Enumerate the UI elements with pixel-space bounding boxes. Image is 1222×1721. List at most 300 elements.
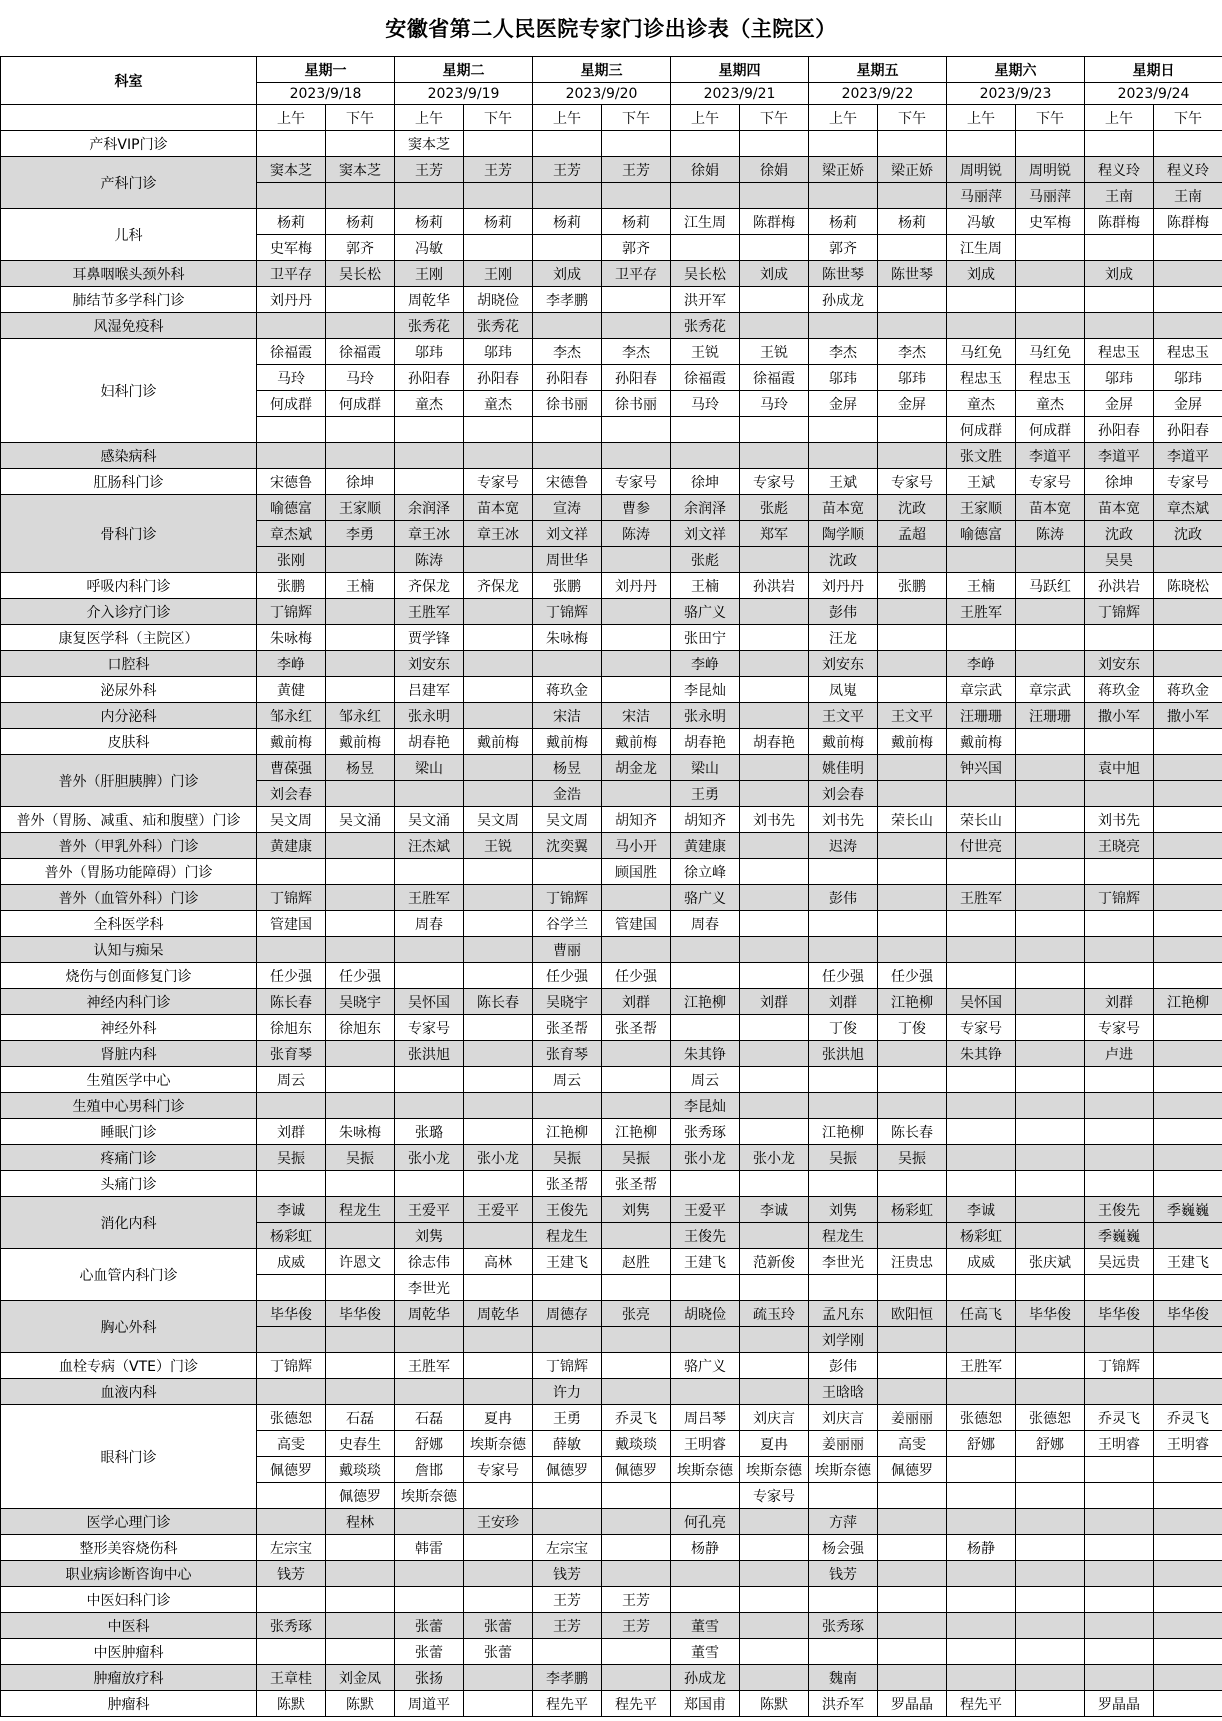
doctor-slot: 陈群梅 xyxy=(740,209,809,235)
doctor-slot xyxy=(464,1665,533,1691)
doctor-slot: 郭齐 xyxy=(809,235,878,261)
doctor-slot xyxy=(464,937,533,963)
doctor-slot: 汪贵忠 xyxy=(878,1249,947,1275)
doctor-slot xyxy=(1016,911,1085,937)
doctor-slot: 王晓亮 xyxy=(1085,833,1154,859)
doctor-slot xyxy=(326,443,395,469)
doctor-slot xyxy=(1154,859,1222,885)
doctor-slot xyxy=(602,625,671,651)
doctor-slot: 王芳 xyxy=(533,1587,602,1613)
doctor-slot xyxy=(1154,1483,1222,1509)
doctor-slot: 李峥 xyxy=(671,651,740,677)
doctor-slot: 王胜军 xyxy=(395,885,464,911)
doctor-slot: 舒娜 xyxy=(1016,1431,1085,1457)
doctor-slot: 曹参 xyxy=(602,495,671,521)
doctor-slot: 佩德罗 xyxy=(602,1457,671,1483)
doctor-slot: 王芳 xyxy=(602,157,671,183)
doctor-slot: 窦本芝 xyxy=(395,131,464,157)
doctor-slot xyxy=(740,1119,809,1145)
doctor-slot xyxy=(464,885,533,911)
doctor-slot xyxy=(326,1587,395,1613)
doctor-slot xyxy=(602,417,671,443)
doctor-slot xyxy=(395,937,464,963)
doctor-slot xyxy=(740,911,809,937)
doctor-slot: 王南 xyxy=(1154,183,1222,209)
department-name: 呼吸内科门诊 xyxy=(1,573,257,599)
doctor-slot: 王胜军 xyxy=(947,1353,1016,1379)
doctor-slot xyxy=(1154,885,1222,911)
doctor-slot: 童杰 xyxy=(947,391,1016,417)
doctor-slot: 丁锦辉 xyxy=(257,1353,326,1379)
department-name: 泌尿外科 xyxy=(1,677,257,703)
doctor-slot: 吴文周 xyxy=(464,807,533,833)
doctor-slot: 汪龙 xyxy=(809,625,878,651)
schedule-row xyxy=(1,911,1222,937)
day-date-header: 2023/9/24 xyxy=(1085,83,1222,105)
day-date-header: 2023/9/22 xyxy=(809,83,947,105)
doctor-slot: 佩德罗 xyxy=(257,1457,326,1483)
doctor-slot: 专家号 xyxy=(947,1015,1016,1041)
doctor-slot: 范新俊 xyxy=(740,1249,809,1275)
doctor-slot xyxy=(947,963,1016,989)
doctor-slot: 李杰 xyxy=(602,339,671,365)
doctor-slot: 程先平 xyxy=(533,1691,602,1717)
doctor-slot xyxy=(602,1379,671,1405)
doctor-slot xyxy=(1016,807,1085,833)
doctor-slot: 王爱平 xyxy=(395,1197,464,1223)
doctor-slot: 张田宁 xyxy=(671,625,740,651)
doctor-slot: 齐保龙 xyxy=(395,573,464,599)
doctor-slot: 刘金凤 xyxy=(326,1665,395,1691)
doctor-slot: 任少强 xyxy=(326,963,395,989)
doctor-slot xyxy=(1154,1093,1222,1119)
doctor-slot xyxy=(740,1613,809,1639)
doctor-slot xyxy=(740,1353,809,1379)
doctor-slot xyxy=(326,1535,395,1561)
doctor-slot: 沈政 xyxy=(1154,521,1222,547)
doctor-slot xyxy=(740,131,809,157)
doctor-slot xyxy=(1085,313,1154,339)
doctor-slot xyxy=(878,1353,947,1379)
doctor-slot xyxy=(809,1093,878,1119)
doctor-slot: 沈奕翼 xyxy=(533,833,602,859)
doctor-slot: 汪珊珊 xyxy=(947,703,1016,729)
doctor-slot: 周乾华 xyxy=(395,287,464,313)
department-name: 中医妇科门诊 xyxy=(1,1587,257,1613)
doctor-slot: 史春生 xyxy=(326,1431,395,1457)
doctor-slot: 贾学锋 xyxy=(395,625,464,651)
schedule-row xyxy=(1,313,1222,339)
doctor-slot xyxy=(395,443,464,469)
doctor-slot xyxy=(1154,1327,1222,1353)
doctor-slot xyxy=(326,651,395,677)
doctor-slot xyxy=(1154,625,1222,651)
doctor-slot xyxy=(257,131,326,157)
doctor-slot: 毕华俊 xyxy=(1085,1301,1154,1327)
department-name: 普外（胃肠功能障碍）门诊 xyxy=(1,859,257,885)
doctor-slot: 杨静 xyxy=(947,1535,1016,1561)
doctor-slot: 专家号 xyxy=(1085,1015,1154,1041)
doctor-slot xyxy=(1154,547,1222,573)
doctor-slot: 成威 xyxy=(947,1249,1016,1275)
department-name: 认知与痴呆 xyxy=(1,937,257,963)
doctor-slot: 王章桂 xyxy=(257,1665,326,1691)
doctor-slot xyxy=(1154,911,1222,937)
doctor-slot: 张庆斌 xyxy=(1016,1249,1085,1275)
doctor-slot xyxy=(740,547,809,573)
schedule-row xyxy=(1,1613,1222,1639)
schedule-row xyxy=(1,1145,1222,1171)
doctor-slot xyxy=(395,1171,464,1197)
doctor-slot xyxy=(533,131,602,157)
doctor-slot xyxy=(878,547,947,573)
doctor-slot xyxy=(533,1483,602,1509)
doctor-slot xyxy=(1085,1457,1154,1483)
doctor-slot: 马玲 xyxy=(326,365,395,391)
doctor-slot: 周吕琴 xyxy=(671,1405,740,1431)
doctor-slot: 郑军 xyxy=(740,521,809,547)
doctor-slot xyxy=(1016,859,1085,885)
doctor-slot xyxy=(533,313,602,339)
doctor-slot: 张洪旭 xyxy=(809,1041,878,1067)
doctor-slot xyxy=(1154,963,1222,989)
doctor-slot xyxy=(740,1067,809,1093)
doctor-slot: 陈涛 xyxy=(395,547,464,573)
doctor-slot xyxy=(878,677,947,703)
doctor-slot: 黄建康 xyxy=(257,833,326,859)
doctor-slot: 迟涛 xyxy=(809,833,878,859)
doctor-slot xyxy=(1085,1067,1154,1093)
doctor-slot: 马红免 xyxy=(1016,339,1085,365)
doctor-slot xyxy=(1085,1587,1154,1613)
doctor-slot: 丁锦辉 xyxy=(1085,599,1154,625)
doctor-slot xyxy=(464,1171,533,1197)
doctor-slot xyxy=(464,1691,533,1717)
doctor-slot xyxy=(602,677,671,703)
doctor-slot: 梁正娇 xyxy=(809,157,878,183)
doctor-slot: 张蕾 xyxy=(464,1613,533,1639)
doctor-slot xyxy=(947,1327,1016,1353)
doctor-slot xyxy=(878,287,947,313)
doctor-slot: 周明锐 xyxy=(947,157,1016,183)
doctor-slot: 孟超 xyxy=(878,521,947,547)
doctor-slot: 吴振 xyxy=(878,1145,947,1171)
department-name: 中医肿瘤科 xyxy=(1,1639,257,1665)
doctor-slot: 埃斯奈德 xyxy=(395,1483,464,1509)
doctor-slot xyxy=(1154,781,1222,807)
doctor-slot xyxy=(602,443,671,469)
doctor-slot: 任少强 xyxy=(809,963,878,989)
doctor-slot: 付世亮 xyxy=(947,833,1016,859)
doctor-slot: 刘隽 xyxy=(395,1223,464,1249)
doctor-slot xyxy=(809,417,878,443)
doctor-slot xyxy=(1016,1561,1085,1587)
doctor-slot: 刘成 xyxy=(1085,261,1154,287)
schedule-row xyxy=(1,807,1222,833)
doctor-slot: 杨莉 xyxy=(878,209,947,235)
doctor-slot: 李诚 xyxy=(947,1197,1016,1223)
doctor-slot: 詹邯 xyxy=(395,1457,464,1483)
doctor-slot xyxy=(878,781,947,807)
doctor-slot xyxy=(464,443,533,469)
morning-header: 上午 xyxy=(533,105,602,131)
doctor-slot: 朱其铮 xyxy=(671,1041,740,1067)
doctor-slot xyxy=(878,885,947,911)
doctor-slot: 姚佳明 xyxy=(809,755,878,781)
doctor-slot: 罗晶晶 xyxy=(878,1691,947,1717)
doctor-slot: 张圣帮 xyxy=(533,1171,602,1197)
doctor-slot: 李诚 xyxy=(740,1197,809,1223)
doctor-slot: 张秀琢 xyxy=(809,1613,878,1639)
doctor-slot: 章杰斌 xyxy=(1154,495,1222,521)
doctor-slot: 丁锦辉 xyxy=(533,1353,602,1379)
doctor-slot: 董雪 xyxy=(671,1639,740,1665)
doctor-slot xyxy=(671,1327,740,1353)
doctor-slot xyxy=(671,1587,740,1613)
doctor-slot: 沈政 xyxy=(878,495,947,521)
schedule-row xyxy=(1,651,1222,677)
doctor-slot xyxy=(878,1327,947,1353)
doctor-slot: 刘群 xyxy=(740,989,809,1015)
doctor-slot xyxy=(1085,235,1154,261)
doctor-slot xyxy=(1085,1171,1154,1197)
doctor-slot: 李杰 xyxy=(878,339,947,365)
doctor-slot: 张鹏 xyxy=(878,573,947,599)
doctor-slot: 左宗宝 xyxy=(257,1535,326,1561)
doctor-slot: 丁锦辉 xyxy=(257,885,326,911)
schedule-row xyxy=(1,1041,1222,1067)
doctor-slot: 张蕾 xyxy=(464,1639,533,1665)
doctor-slot: 杨静 xyxy=(671,1535,740,1561)
doctor-slot: 高林 xyxy=(464,1249,533,1275)
schedule-row xyxy=(1,1197,1222,1223)
doctor-slot xyxy=(326,911,395,937)
doctor-slot xyxy=(1154,1457,1222,1483)
doctor-slot: 宋洁 xyxy=(533,703,602,729)
doctor-slot: 张蕾 xyxy=(395,1613,464,1639)
doctor-slot: 王建飞 xyxy=(671,1249,740,1275)
department-name: 胸心外科 xyxy=(1,1301,257,1353)
doctor-slot: 张璐 xyxy=(395,1119,464,1145)
doctor-slot: 季巍巍 xyxy=(1154,1197,1222,1223)
doctor-slot: 季巍巍 xyxy=(1085,1223,1154,1249)
doctor-slot: 张圣帮 xyxy=(602,1171,671,1197)
doctor-slot xyxy=(395,1509,464,1535)
afternoon-header: 下午 xyxy=(326,105,395,131)
doctor-slot: 许力 xyxy=(533,1379,602,1405)
department-name: 医学心理门诊 xyxy=(1,1509,257,1535)
doctor-slot: 刘群 xyxy=(602,989,671,1015)
doctor-slot xyxy=(464,417,533,443)
doctor-slot xyxy=(740,417,809,443)
doctor-slot: 刘安东 xyxy=(395,651,464,677)
doctor-slot: 吴晓宇 xyxy=(533,989,602,1015)
doctor-slot: 专家号 xyxy=(1154,469,1222,495)
doctor-slot xyxy=(809,1275,878,1301)
doctor-slot: 徐旭东 xyxy=(257,1015,326,1041)
doctor-slot xyxy=(1154,755,1222,781)
doctor-slot xyxy=(1016,1015,1085,1041)
doctor-slot xyxy=(602,651,671,677)
doctor-slot xyxy=(878,1223,947,1249)
doctor-slot xyxy=(809,859,878,885)
doctor-slot xyxy=(464,703,533,729)
doctor-slot: 孙阳春 xyxy=(1085,417,1154,443)
doctor-slot: 埃斯奈德 xyxy=(740,1457,809,1483)
doctor-slot: 毕华俊 xyxy=(257,1301,326,1327)
doctor-slot: 杨莉 xyxy=(533,209,602,235)
doctor-slot xyxy=(809,1483,878,1509)
doctor-slot: 薛敏 xyxy=(533,1431,602,1457)
doctor-slot xyxy=(533,183,602,209)
schedule-row xyxy=(1,287,1222,313)
doctor-slot xyxy=(1016,1067,1085,1093)
doctor-slot: 丁锦辉 xyxy=(533,885,602,911)
doctor-slot: 吴文周 xyxy=(257,807,326,833)
doctor-slot xyxy=(395,1067,464,1093)
doctor-slot: 管建国 xyxy=(602,911,671,937)
doctor-slot xyxy=(1154,729,1222,755)
doctor-slot: 邬玮 xyxy=(1154,365,1222,391)
doctor-slot xyxy=(464,1327,533,1353)
doctor-slot xyxy=(602,1509,671,1535)
doctor-slot: 汪杰斌 xyxy=(395,833,464,859)
doctor-slot: 张彪 xyxy=(671,547,740,573)
schedule-row xyxy=(1,1301,1222,1327)
doctor-slot xyxy=(326,1353,395,1379)
doctor-slot xyxy=(947,1379,1016,1405)
doctor-slot xyxy=(464,235,533,261)
department-name: 睡眠门诊 xyxy=(1,1119,257,1145)
doctor-slot xyxy=(395,417,464,443)
doctor-slot xyxy=(1085,1483,1154,1509)
doctor-slot xyxy=(740,937,809,963)
day-date-header: 2023/9/23 xyxy=(947,83,1085,105)
doctor-slot: 佩德罗 xyxy=(878,1457,947,1483)
doctor-slot xyxy=(947,1665,1016,1691)
department-name: 口腔科 xyxy=(1,651,257,677)
doctor-slot: 刘庆言 xyxy=(740,1405,809,1431)
doctor-slot xyxy=(740,833,809,859)
doctor-slot xyxy=(1154,1587,1222,1613)
doctor-slot: 苗本宽 xyxy=(464,495,533,521)
doctor-slot xyxy=(1085,937,1154,963)
doctor-slot: 喻德富 xyxy=(947,521,1016,547)
doctor-slot xyxy=(257,1093,326,1119)
doctor-slot: 程忠玉 xyxy=(947,365,1016,391)
morning-header: 上午 xyxy=(1085,105,1154,131)
doctor-slot xyxy=(947,547,1016,573)
doctor-slot xyxy=(671,443,740,469)
department-name: 介入诊疗门诊 xyxy=(1,599,257,625)
doctor-slot xyxy=(1085,781,1154,807)
doctor-slot xyxy=(878,313,947,339)
doctor-slot xyxy=(1016,989,1085,1015)
doctor-slot xyxy=(464,1483,533,1509)
doctor-slot: 丁俊 xyxy=(878,1015,947,1041)
doctor-slot: 何孔亮 xyxy=(671,1509,740,1535)
doctor-slot xyxy=(878,1587,947,1613)
doctor-slot: 戴琰琰 xyxy=(602,1431,671,1457)
doctor-slot xyxy=(326,781,395,807)
doctor-slot xyxy=(533,417,602,443)
doctor-slot xyxy=(1016,885,1085,911)
doctor-slot xyxy=(878,1067,947,1093)
doctor-slot xyxy=(1085,1327,1154,1353)
doctor-slot: 王芳 xyxy=(602,1613,671,1639)
doctor-slot xyxy=(740,1171,809,1197)
doctor-slot: 余润泽 xyxy=(395,495,464,521)
doctor-slot xyxy=(947,287,1016,313)
doctor-slot: 徐坤 xyxy=(1085,469,1154,495)
doctor-slot: 刘学刚 xyxy=(809,1327,878,1353)
doctor-slot: 刘成 xyxy=(947,261,1016,287)
doctor-slot: 陈长春 xyxy=(257,989,326,1015)
doctor-slot: 邬玮 xyxy=(878,365,947,391)
doctor-slot xyxy=(326,313,395,339)
doctor-slot xyxy=(740,1275,809,1301)
department-name: 职业病诊断咨询中心 xyxy=(1,1561,257,1587)
doctor-slot xyxy=(740,599,809,625)
doctor-slot xyxy=(326,547,395,573)
doctor-slot xyxy=(326,417,395,443)
doctor-slot xyxy=(740,625,809,651)
doctor-slot: 夏冉 xyxy=(464,1405,533,1431)
doctor-slot: 陈世琴 xyxy=(878,261,947,287)
doctor-slot: 郑国甫 xyxy=(671,1691,740,1717)
doctor-slot xyxy=(533,651,602,677)
doctor-slot: 刘书先 xyxy=(809,807,878,833)
doctor-slot xyxy=(740,1561,809,1587)
doctor-slot: 成威 xyxy=(257,1249,326,1275)
doctor-slot: 章王冰 xyxy=(464,521,533,547)
doctor-slot xyxy=(878,833,947,859)
doctor-slot: 陈长春 xyxy=(878,1119,947,1145)
doctor-slot: 程先平 xyxy=(602,1691,671,1717)
doctor-slot xyxy=(533,1093,602,1119)
doctor-slot: 金屏 xyxy=(878,391,947,417)
doctor-slot: 洪开军 xyxy=(671,287,740,313)
doctor-slot: 宣涛 xyxy=(533,495,602,521)
doctor-slot: 徐书丽 xyxy=(602,391,671,417)
doctor-slot: 李孝鹏 xyxy=(533,287,602,313)
doctor-slot xyxy=(878,443,947,469)
doctor-slot: 刘群 xyxy=(809,989,878,1015)
doctor-slot: 张彪 xyxy=(740,495,809,521)
doctor-slot xyxy=(740,443,809,469)
department-name: 神经内科门诊 xyxy=(1,989,257,1015)
doctor-slot xyxy=(533,859,602,885)
doctor-slot: 王俊先 xyxy=(533,1197,602,1223)
doctor-slot: 陈默 xyxy=(257,1691,326,1717)
schedule-row xyxy=(1,1405,1222,1431)
dept-column-header: 科室 xyxy=(1,57,257,105)
doctor-slot xyxy=(878,755,947,781)
doctor-slot xyxy=(1016,1665,1085,1691)
doctor-slot: 刘隽 xyxy=(602,1197,671,1223)
doctor-slot: 周明锐 xyxy=(1016,157,1085,183)
doctor-slot xyxy=(1016,1483,1085,1509)
doctor-slot: 王芳 xyxy=(602,1587,671,1613)
doctor-slot xyxy=(1154,131,1222,157)
doctor-slot: 程龙生 xyxy=(326,1197,395,1223)
doctor-slot: 徐娟 xyxy=(671,157,740,183)
doctor-slot: 梁正娇 xyxy=(878,157,947,183)
doctor-slot: 戴琰琰 xyxy=(326,1457,395,1483)
department-name: 眼科门诊 xyxy=(1,1405,257,1509)
doctor-slot: 陶学顺 xyxy=(809,521,878,547)
doctor-slot: 徐立峰 xyxy=(671,859,740,885)
